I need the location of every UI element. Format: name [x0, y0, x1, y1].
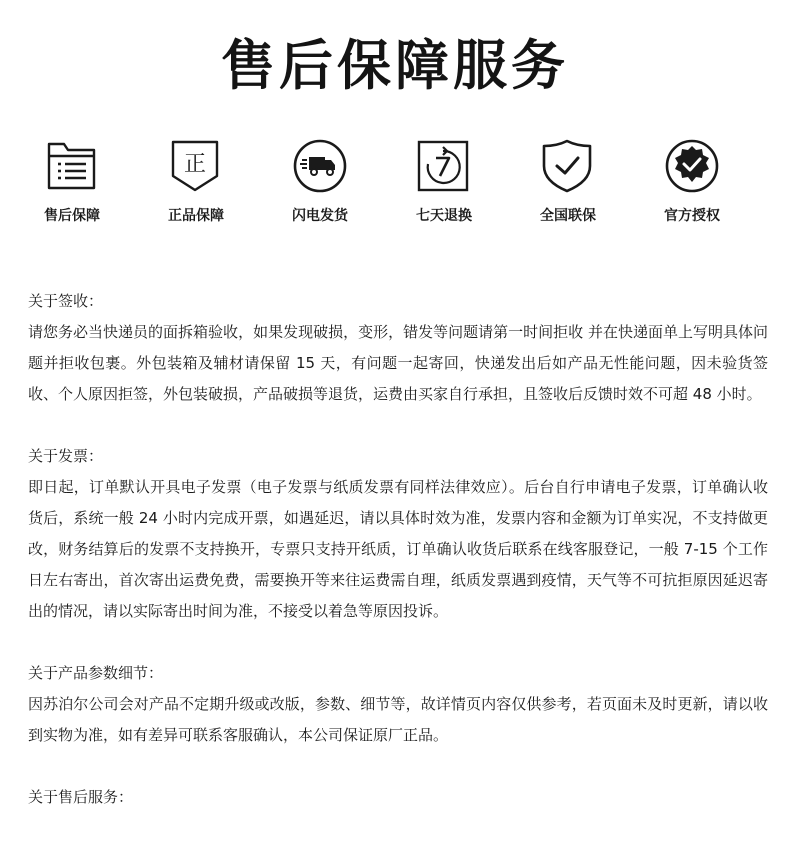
section-product-details [28, 658, 768, 751]
section-invoice [28, 441, 768, 627]
feature-icons-row [0, 138, 790, 238]
svg-text:正: 正 [183, 152, 207, 177]
delivery-truck-icon [292, 138, 348, 194]
feature-label: 官方授权 [664, 208, 720, 224]
section-after-sales [28, 782, 768, 813]
feature-fast-delivery [260, 138, 380, 226]
seven-day-return-icon [416, 138, 472, 194]
section-body: 请您务必当快递员的面拆箱验收，如果发现破损，变形，错发等问题请第一时间拒收 并在快递面单上写明具体问题并拒收包裹。外包装箱及辅材请保留 15 天，有问题一起寄回，快递发出后如产品无性能问题，因未验货签收、个人原因拒签，外包装破损，产品破损等退货，运费由买家自行承担，且签收后反馈时效不可超 48 小时。 [28, 323, 768, 403]
feature-official-authorization [632, 138, 752, 226]
authorized-badge-icon [664, 138, 720, 194]
feature-label: 正品保障 [168, 208, 224, 224]
section-heading: 关于签收： [28, 292, 104, 310]
section-receipt [28, 286, 768, 410]
section-heading: 关于发票： [28, 447, 104, 465]
feature-label: 七天退换 [416, 208, 472, 224]
feature-after-sales [12, 138, 132, 226]
shield-zheng-icon [168, 138, 224, 194]
feature-label: 闪电发货 [292, 208, 348, 224]
feature-genuine [136, 138, 256, 226]
section-body: 即日起，订单默认开具电子发票（电子发票与纸质发票有同样法律效应）。后台自行申请电子发票，订单确认收货后，系统一般 24 小时内完成开票，如遇延迟，请以具体时效为准，发票内容和金额为订单实况，不支持做更改，财务结算后的发票不支持换开，专票只支持开纸质，订单确认收货后联系在线客服登记，一般 7-15 个工作日左右寄出，首次寄出运费免费，需要换开等来往运费需自理，纸质发票遇到疫情，天气等不可抗拒原因延迟寄出的情况，请以实际寄出时间为准，不接受以着急等原因投诉。 [28, 478, 768, 620]
page-title: 售后保障服务 [221, 34, 569, 97]
policy-content [28, 286, 768, 844]
feature-label: 全国联保 [540, 208, 596, 224]
feature-label: 售后保障 [44, 208, 100, 224]
section-heading: 关于产品参数细节： [28, 664, 164, 682]
feature-national-warranty [508, 138, 628, 226]
shield-check-icon [540, 138, 596, 194]
section-body: 因苏泊尔公司会对产品不定期升级或改版，参数、细节等，故详情页内容仅供参考，若页面未及时更新，请以收到实物为准，如有差异可联系客服确认，本公司保证原厂正品。 [28, 695, 768, 744]
document-list-icon [44, 138, 100, 194]
feature-seven-day-return [384, 138, 504, 226]
section-heading: 关于售后服务： [28, 788, 134, 806]
